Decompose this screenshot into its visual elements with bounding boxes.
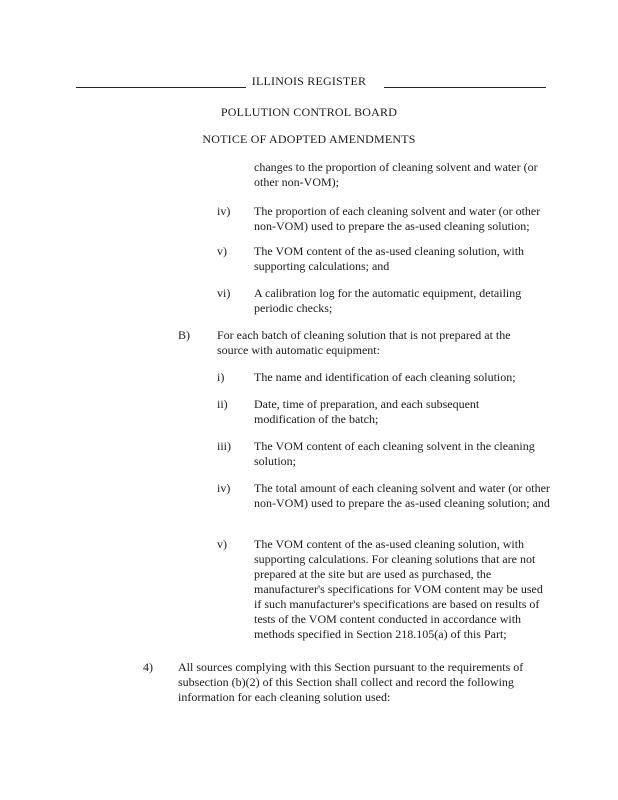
continuation-text: changes to the proportion of cleaning solvent and water (or other non-VOM); bbox=[254, 160, 538, 189]
item-marker: 4) bbox=[143, 660, 153, 674]
item-marker: iv) bbox=[217, 481, 231, 495]
item-marker: ii) bbox=[217, 397, 228, 411]
list-item-text: For each batch of cleaning solution that is not prepared at the source with automatic equipment: bbox=[217, 328, 511, 357]
item-marker: iii) bbox=[217, 439, 231, 453]
item-marker: i) bbox=[217, 370, 225, 384]
list-item-text: The VOM content of each cleaning solvent in the cleaning solution; bbox=[254, 439, 535, 468]
agency-title: POLLUTION CONTROL BOARD bbox=[220, 105, 398, 119]
list-item-text: The total amount of each cleaning solvent and water (or other non-VOM) used to prepare the as-used cleaning solution; and bbox=[254, 481, 550, 510]
notice-title: NOTICE OF ADOPTED AMENDMENTS bbox=[202, 132, 416, 146]
item-marker: v) bbox=[217, 244, 227, 258]
item-marker: v) bbox=[217, 537, 227, 551]
register-title: ILLINOIS REGISTER bbox=[251, 74, 367, 88]
list-item-text: The VOM content of the as-used cleaning solution, with supporting calculations. For cleaning solutions that are not prepared at the site but are used as purchased, the manufacturer's specifications for VOM content may be used if such manufacturer's specifications are based on results of tests of the VOM content conducted in accordance with methods specified in Section 218.105(a) of this Part; bbox=[254, 537, 543, 641]
list-item-text: The name and identification of each cleaning solution; bbox=[254, 370, 516, 384]
list-item-text: All sources complying with this Section pursuant to the requirements of subsection (b)(2) of this Section shall collect and record the following information for each cleaning solution used: bbox=[178, 660, 524, 704]
list-item-text: Date, time of preparation, and each subsequent modification of the batch; bbox=[254, 397, 480, 426]
list-item-text: The VOM content of the as-used cleaning solution, with supporting calculations; and bbox=[254, 244, 525, 273]
item-marker: B) bbox=[178, 328, 190, 342]
item-marker: vi) bbox=[217, 286, 231, 300]
item-marker: iv) bbox=[217, 204, 231, 218]
list-item-text: A calibration log for the automatic equipment, detailing periodic checks; bbox=[254, 286, 522, 315]
list-item-text: The proportion of each cleaning solvent and water (or other non-VOM) used to prepare the as-used cleaning solution; bbox=[254, 204, 541, 233]
